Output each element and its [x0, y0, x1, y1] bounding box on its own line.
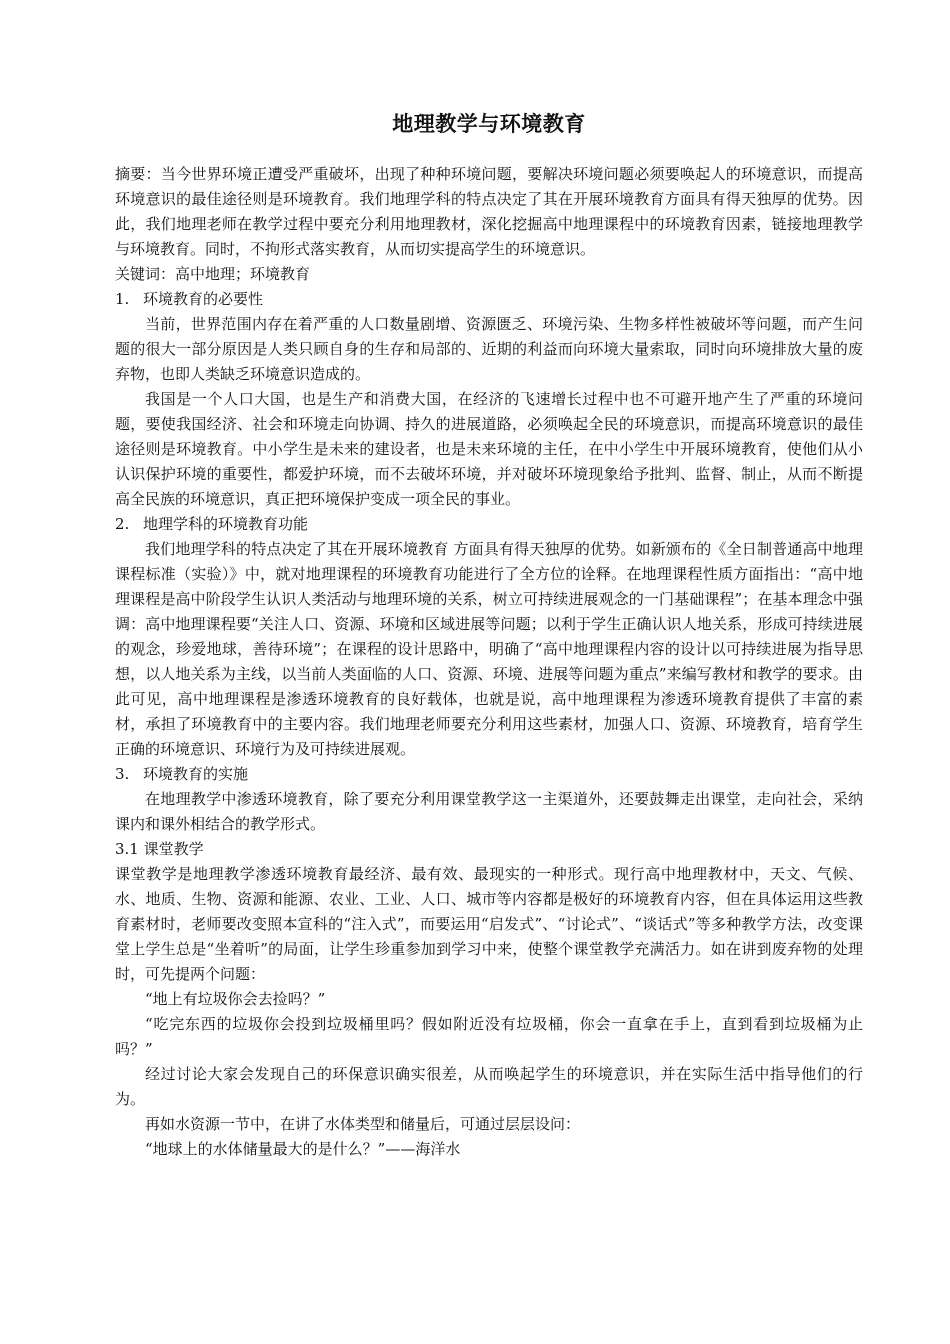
- section-1-number: 1.: [115, 290, 130, 308]
- document-title: 地理教学与环境教育: [392, 112, 586, 136]
- section-3-number: 3.: [115, 765, 130, 783]
- question-3: “地球上的水体储量最大的是什么？”——海洋水: [145, 1140, 461, 1158]
- section-3-title: 环境教育的实施: [143, 765, 249, 783]
- document-page: [115, 106, 863, 1162]
- question-1: “地上有垃圾你会去捡吗？”: [145, 990, 326, 1008]
- keywords-line: 关键词：高中地理；环境教育: [115, 265, 311, 283]
- section-1-title: 环境教育的必要性: [143, 290, 264, 308]
- subsection-3-1-paragraph-1: 课堂教学是地理教学渗透环境教育最经济、最有效、最现实的一种形式。现行高中地理教材中，天文、气候、水、地质、生物、资源和能源、农业、工业、人口、城市等内容都是极好的环境教育内容，但在具体运用这些教育素材时，老师要改变照本宣科的“注入式”，而要运用“启发式”、“讨论式”、“谈话式”等多种教学方法，改变课堂上学生总是“坐着听”的局面，让学生珍重参加到学习中来，使整个课堂教学充满活力。如在讲到废弃物的处理时，可先提两个问题：: [115, 865, 863, 983]
- subsection-3-1-heading: 3.1 课堂教学: [115, 840, 204, 858]
- subsection-3-1-paragraph-2: 经过讨论大家会发现自己的环保意识确实很差，从而唤起学生的环境意识，并在实际生活中指导他们的行为。: [115, 1065, 863, 1108]
- subsection-3-1-paragraph-3: 再如水资源一节中，在讲了水体类型和储量后，可通过层层设问：: [145, 1115, 581, 1133]
- section-1-paragraph-2: 我国是一个人口大国，也是生产和消费大国，在经济的飞速增长过程中也不可避开地产生了严重的环境问题，要使我国经济、社会和环境走向协调、持久的进展道路，必须唤起全民的环境意识，而提高环境意识的最佳途径则是环境教育。中小学生是未来的建设者，也是未来环境的主任，在中小学生中开展环境教育，使他们从小认识保护环境的重要性，都爱护环境，而不去破坏环境，并对破坏环境现象给予批判、监督、制止，从而不断提高全民族的环境意识，真正把环境保护变成一项全民的事业。: [115, 390, 863, 508]
- section-3-paragraph-1: 在地理教学中渗透环境教育，除了要充分利用课堂教学这一主渠道外，还要鼓舞走出课堂，走向社会，采纳课内和课外相结合的教学形式。: [115, 790, 863, 833]
- section-2-number: 2.: [115, 515, 130, 533]
- question-2: “吃完东西的垃圾你会投到垃圾桶里吗？假如附近没有垃圾桶，你会一直拿在手上，直到看到垃圾桶为止吗？”: [115, 1015, 863, 1058]
- section-2-paragraph-1: 我们地理学科的特点决定了其在开展环境教育 方面具有得天独厚的优势。如新颁布的《全日制普通高中地理课程标准（实验）》中，就对地理课程的环境教育功能进行了全方位的诠释。在地理课程性质方面指出：“高中地理课程是高中阶段学生认识人类活动与地理环境的关系，树立可持续进展观念的一门基础课程”；在基本理念中强调：高中地理课程要“关注人口、资源、环境和区域进展等问题；以利于学生正确认识人地关系，形成可持续进展的观念，珍爱地球，善待环境”；在课程的设计思路中，明确了“高中地理课程内容的设计以可持续进展为指导思想，以人地关系为主线，以当前人类面临的人口、资源、环境、进展等问题为重点”来编写教材和教学的要求。由此可见，高中地理课程是渗透环境教育的良好载体，也就是说，高中地理课程为渗透环境教育提供了丰富的素材，承担了环境教育中的主要内容。我们地理老师要充分利用这些素材，加强人口、资源、环境教育，培育学生正确的环境意识、环境行为及可持续进展观。: [115, 540, 863, 758]
- section-3-heading: [115, 762, 863, 787]
- abstract-paragraph: 摘要：当今世界环境正遭受严重破坏，出现了种种环境问题，要解决环境问题必须要唤起人的环境意识，而提高环境意识的最佳途径则是环境教育。我们地理学科的特点决定了其在开展环境教育方面具有得天独厚的优势。因此，我们地理老师在教学过程中要充分利用地理教材，深化挖掘高中地理课程中的环境教育因素，链接地理教学与环境教育。同时，不拘形式落实教育，从而切实提高学生的环境意识。: [115, 165, 863, 258]
- section-2-title: 地理学科的环境教育功能: [143, 515, 309, 533]
- section-1-paragraph-1: 当前，世界范围内存在着严重的人口数量剧增、资源匮乏、环境污染、生物多样性被破坏等问题，而产生问题的很大一部分原因是人类只顾自身的生存和局部的、近期的利益而向环境大量索取，同时向环境排放大量的废弃物，也即人类缺乏环境意识造成的。: [115, 315, 863, 383]
- section-2-heading: [115, 512, 863, 537]
- section-1-heading: [115, 287, 863, 312]
